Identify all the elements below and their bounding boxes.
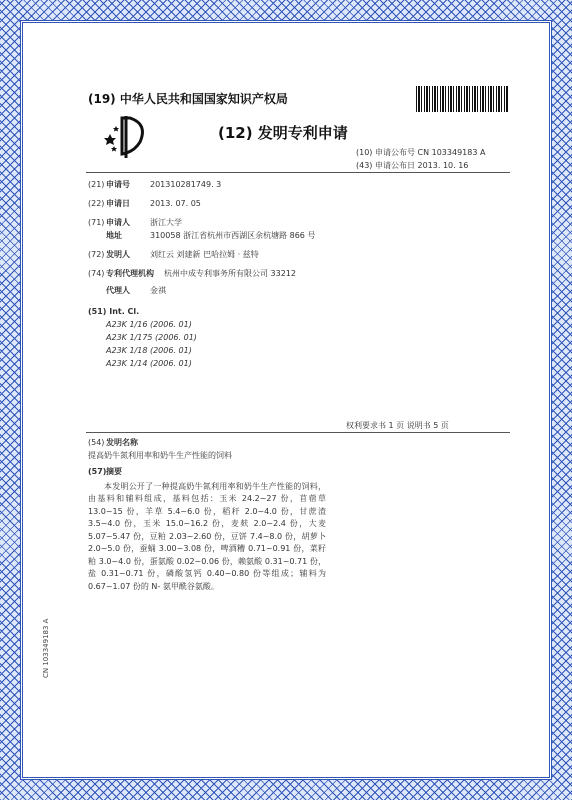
side-publication-number: CN 103349183 A [42,618,50,678]
applicant-row: (71) 申请人 浙江大学 [88,218,182,227]
int-cl-item: A23K 1/14 (2006. 01) [106,359,192,368]
divider [86,172,510,173]
page-count: 权利要求书 1 页 说明书 5 页 [346,421,449,430]
invention-title-block: (54) 发明名称 提高奶牛氮利用率和奶牛生产性能的饲料 [88,436,318,462]
publication-date: (43) 申请公布日 2013. 10. 16 [356,161,469,170]
agent-row: 代理人 金祺 [106,286,166,295]
office-name: (19) 中华人民共和国国家知识产权局 [88,92,288,106]
barcode [416,86,508,112]
bibliographic-data [88,178,338,370]
divider [86,432,510,433]
int-cl-item: A23K 1/175 (2006. 01) [106,333,197,342]
abstract-label: 摘要 [106,467,122,476]
int-cl-item: A23K 1/16 (2006. 01) [106,320,192,329]
address-row: 地址 310058 浙江省杭州市西湖区余杭塘路 866 号 [106,231,316,240]
publication-info [356,146,485,172]
document-type: (12) 发明专利申请 [218,124,348,142]
agency-row: (74) 专利代理机构 杭州中成专利事务所有限公司 33212 [88,269,296,278]
invention-title-label: 发明名称 [106,438,138,447]
inventors-row: (72) 发明人 刘红云 刘建新 巴哈拉姆 · 兹特 [88,250,259,259]
int-cl-label: (51) Int. Cl. [88,307,140,316]
application-number-row: (21) 申请号 201310281749. 3 [88,180,222,189]
application-date-row: (22) 申请日 2013. 07. 05 [88,199,201,208]
abstract-block: (57) 摘要 本发明公开了一种提高奶牛氮利用率和奶牛生产性能的饲料，由基料和辅料组成，基料包括：玉米 24.2~27 份，苜蓿草 13.0~15 份，羊草 5.4~6.0 份，稻秆 2.0~4.0 份，甘蔗渣 3.5~4.0 份，玉米 15.0~16.2 份，麦麸 2.0~2.4 份，大麦 5.07~5.47 份，豆粕 2.03~2.60 份，豆饼 7.4~8.0 份，胡萝卜 2.0~5.0 份，蚕蛹 3.00~3.08 份，啤酒糟 0.71~0.91 份，菜籽粕 3.0~4.0 份，蛋氨酸 0.02~0.06 份，赖氨酸 0.31~0.71 份，盐 0.31~0.71 份，磷酸氢钙 0.40~0.80 份等组成；辅料为 0.67~1.07 份的 N- 氨甲酰谷氨酸。 [88,466,326,593]
int-cl-item: A23K 1/18 (2006. 01) [106,346,192,355]
abstract-text: 本发明公开了一种提高奶牛氮利用率和奶牛生产性能的饲料，由基料和辅料组成，基料包括：玉米 24.2~27 份，苜蓿草 13.0~15 份，羊草 5.4~6.0 份，稻秆 2.0~4.0 份，甘蔗渣 3.5~4.0 份，玉米 15.0~16.2 份，麦麸 2.0~2.4 份，大麦 5.07~5.47 份，豆粕 2.03~2.60 份，豆饼 7.4~8.0 份，胡萝卜 2.0~5.0 份，蚕蛹 3.00~3.08 份，啤酒糟 0.71~0.91 份，菜籽粕 3.0~4.0 份，蛋氨酸 0.02~0.06 份，赖氨酸 0.31~0.71 份，盐 0.31~0.71 份，磷酸氢钙 0.40~0.80 份等组成；辅料为 0.67~1.07 份的 N- 氨甲酰谷氨酸。 [88,481,326,591]
publication-number: (10) 申请公布号 CN 103349183 A [356,148,486,157]
patent-front-page [42,78,512,738]
sipo-emblem-icon [104,114,150,158]
invention-title: 提高奶牛氮利用率和奶牛生产性能的饲料 [88,451,232,460]
